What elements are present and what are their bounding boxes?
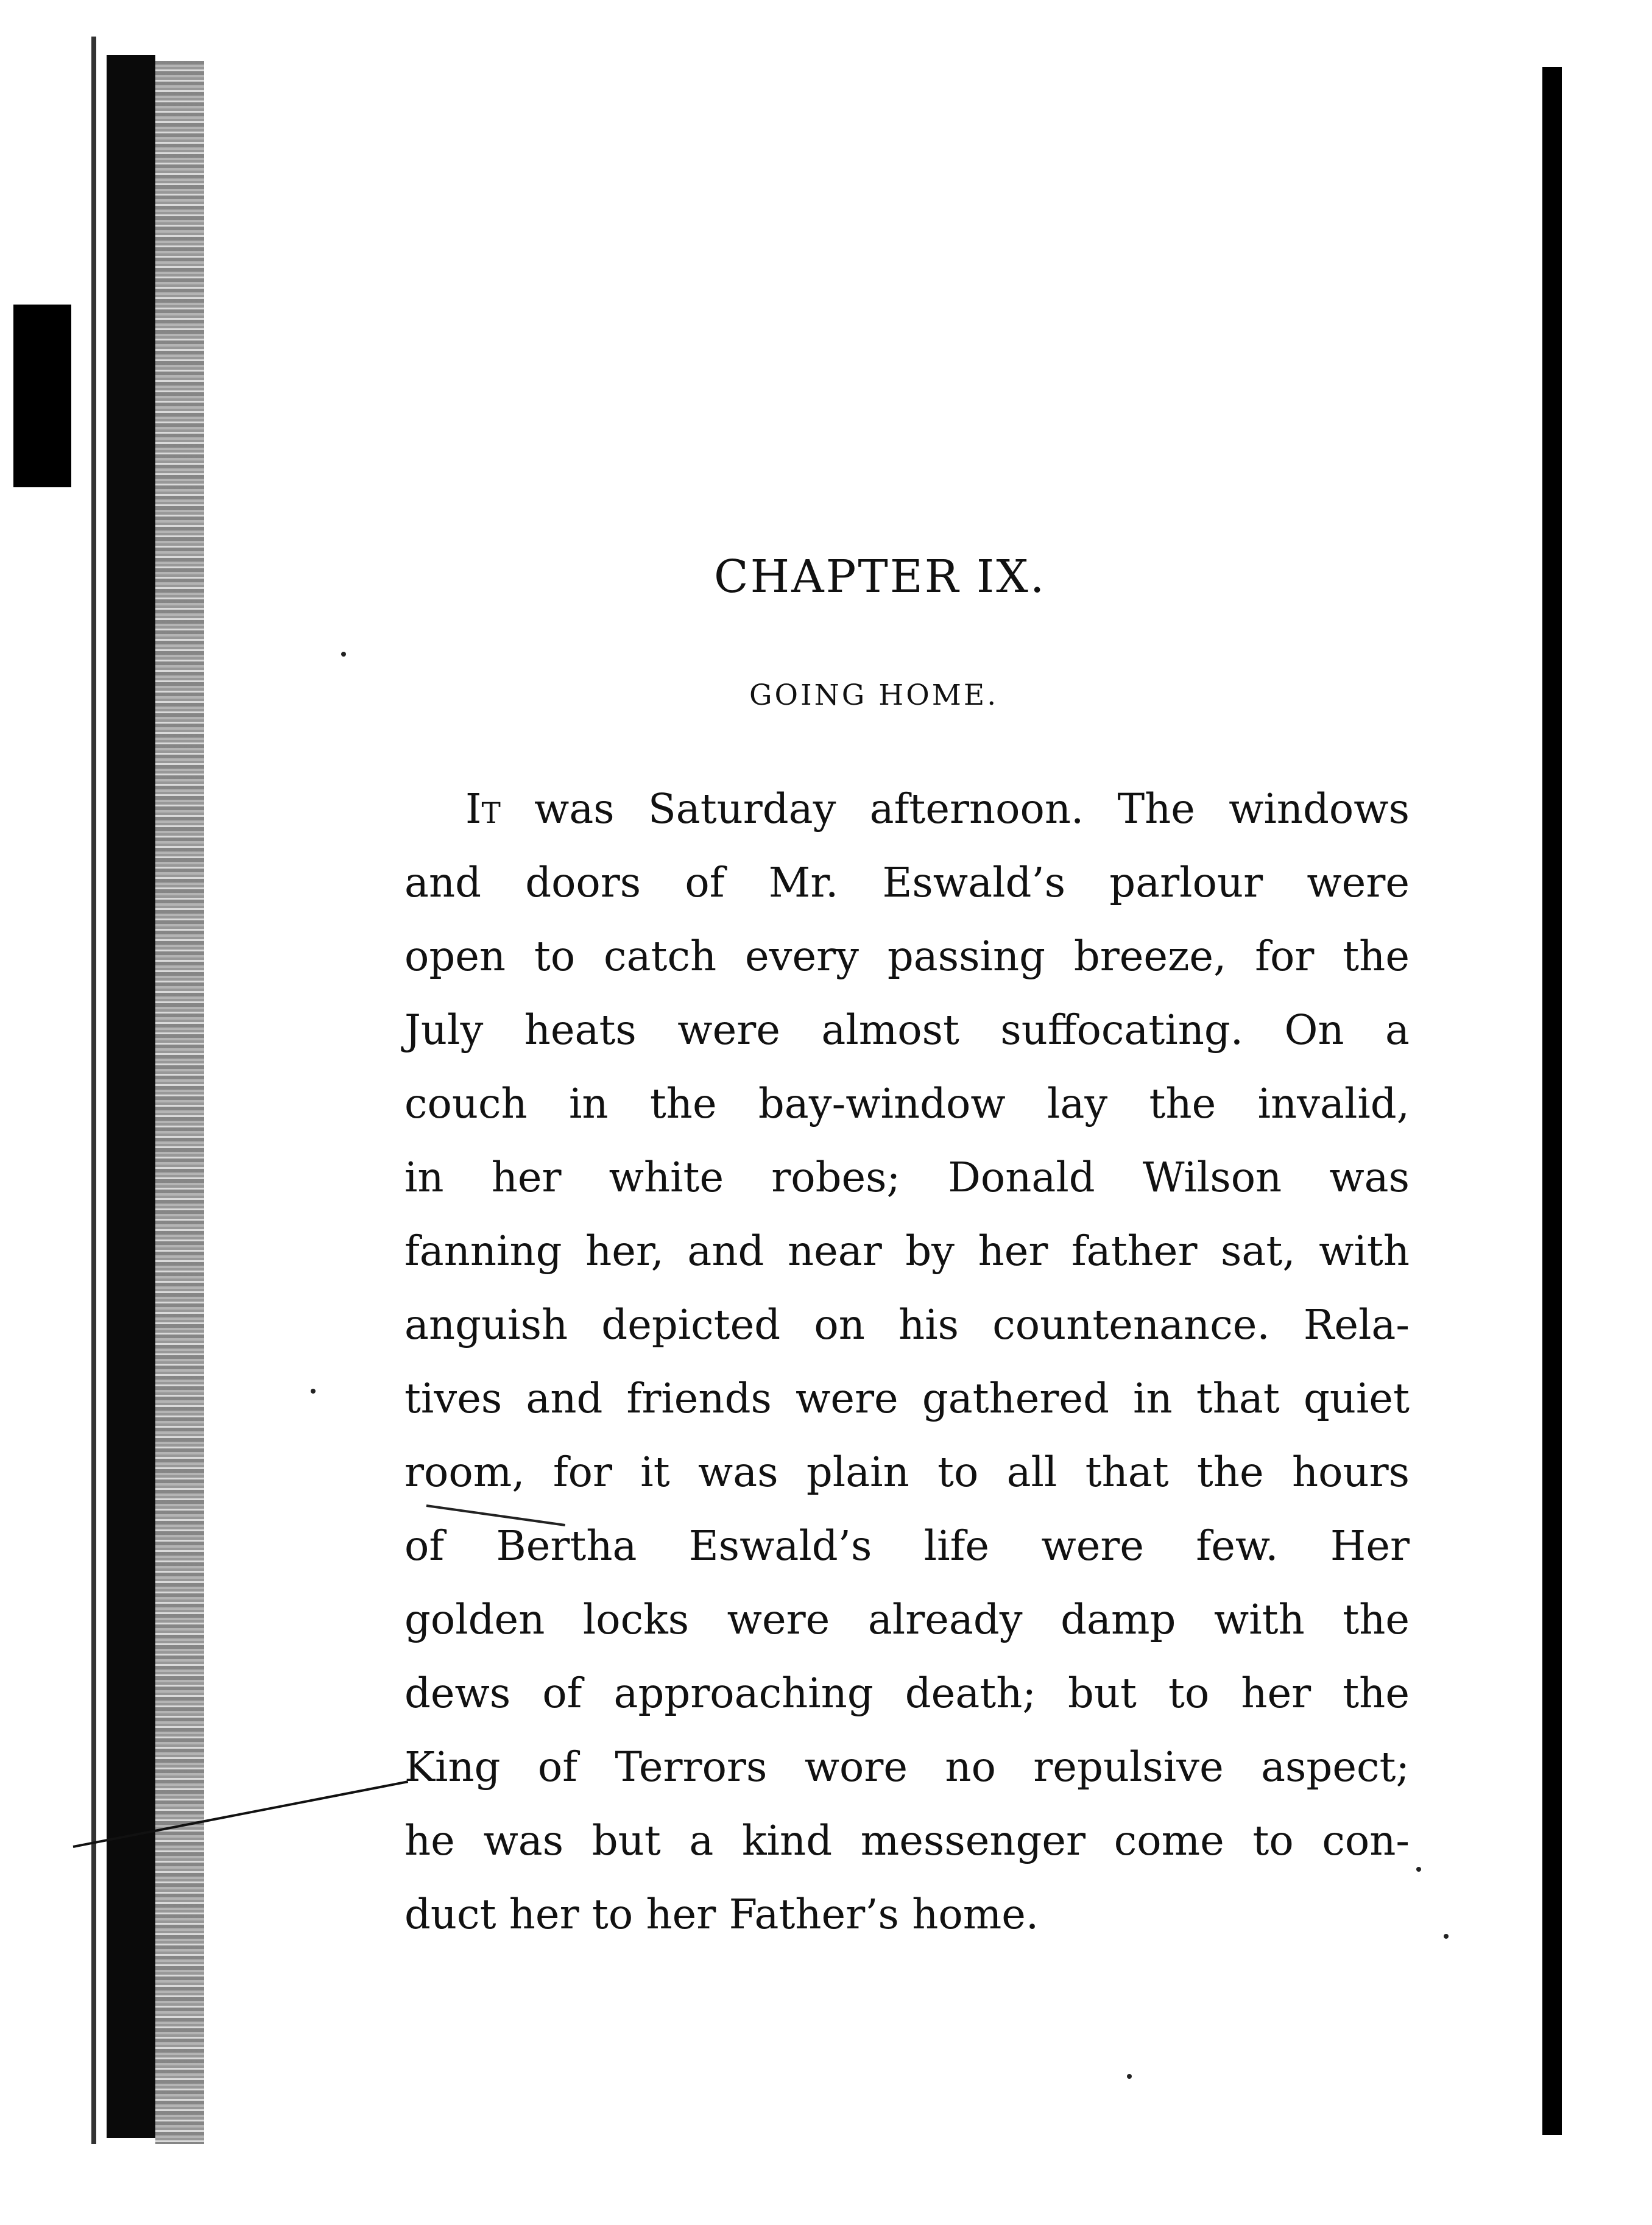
text-line: dews of approaching death; but to her the [404,1670,1410,1717]
text-line: of Bertha Eswald’s life were few. Her [404,1522,1410,1570]
drop-word: It [465,785,501,833]
scan-speck [1127,2074,1132,2079]
chapter-body-paragraph [404,772,1410,1952]
text-line: tives and friends were gathered in that quiet [404,1375,1410,1422]
chapter-subtitle: GOING HOME. [749,679,999,712]
text-line: in her white robes; Donald Wilson was [404,1154,1410,1201]
scan-speck [341,652,346,657]
text-line: and doors of Mr. Eswald’s parlour were [404,859,1410,906]
chapter-title: CHAPTER IX. [714,551,1047,603]
text-line: It was Saturday afternoon. The windows [465,785,1410,833]
text-line: fanning her, and near by her father sat, with [404,1227,1410,1275]
scan-speck [1416,1867,1421,1872]
text-line: July heats were almost suffocating. On a [404,1006,1410,1054]
scan-speck [311,1389,316,1394]
scan-edge-artifact [13,305,71,487]
scan-speck [1444,1934,1449,1939]
text-line: anguish depicted on his countenance. Rela- [404,1301,1410,1349]
text-line: King of Terrors wore no repulsive aspect; [404,1743,1410,1791]
text-line: room, for it was plain to all that the hours [404,1448,1410,1496]
text-line: open to catch every passing breeze, for the [404,933,1410,980]
text-line: he was but a kind messenger come to con- [404,1817,1410,1864]
scan-edge-artifact [91,37,96,2144]
text-line: duct her to her Father’s home. [404,1891,1039,1938]
book-spine-shadow [107,55,155,2138]
book-spine-shadow [155,61,204,2144]
text-line: couch in the bay-window lay the invalid, [404,1080,1410,1127]
page-edge-shadow [1542,67,1562,2135]
text-line: golden locks were already damp with the [404,1596,1410,1643]
